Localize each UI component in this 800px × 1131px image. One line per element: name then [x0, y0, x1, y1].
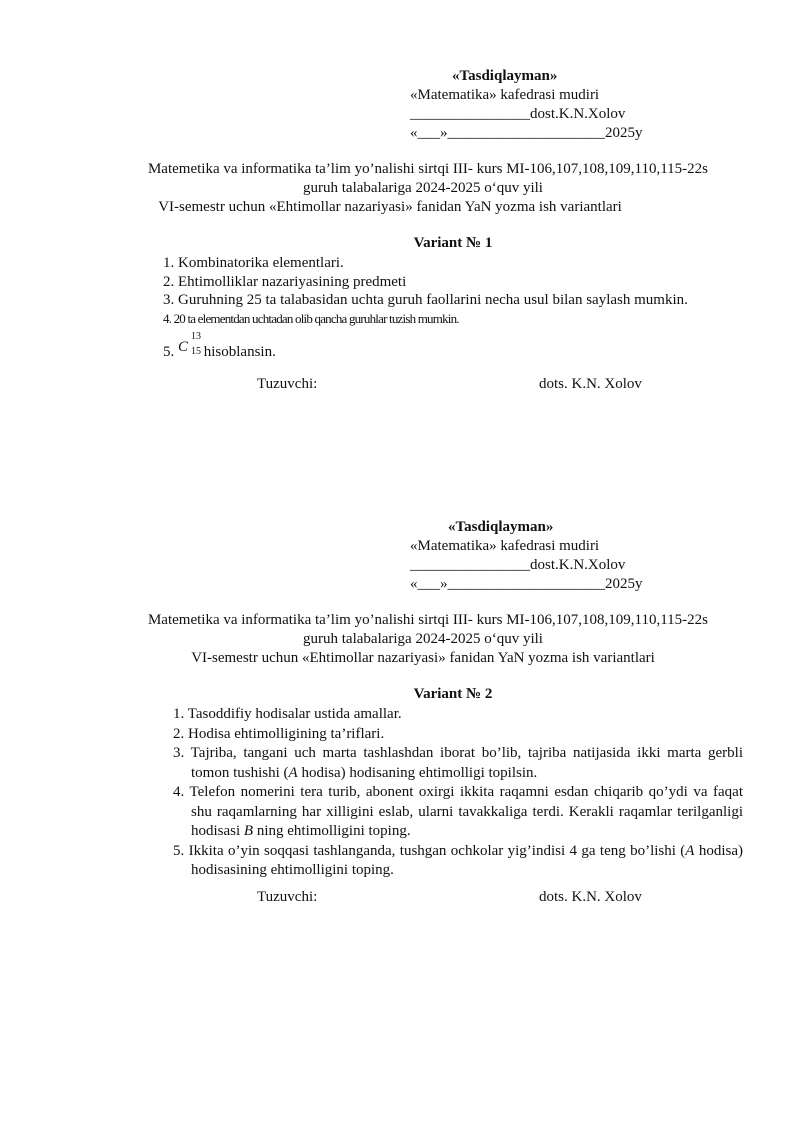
item-number: 5.	[163, 344, 175, 360]
approval-title: «Tasdiqlayman»	[448, 519, 554, 535]
formula-superscript: 13	[191, 331, 201, 342]
approval-title: «Tasdiqlayman»	[452, 68, 558, 84]
item-variable: A	[685, 842, 695, 859]
item-text: 5. Ikkita o’yin soqqasi tashlanganda, tushgan ochkolar yig’indisi 4 ga teng bo’lishi (	[173, 842, 686, 859]
approval-signature: ________________dost.K.N.Xolov	[410, 106, 626, 122]
item-text: hisoblansin.	[203, 344, 276, 360]
list-item	[173, 783, 743, 842]
question-list	[163, 254, 688, 328]
approval-date: «___»_____________________2025y	[410, 576, 643, 592]
item-variable: A	[288, 764, 298, 781]
list-item: 2. Hodisa ehtimolligining ta’riflari.	[173, 725, 385, 742]
list-item-formula	[163, 331, 276, 361]
list-item: 2. Ehtimolliklar nazariyasining predmeti	[163, 273, 407, 290]
item-text: hodisa) hodisasining ehtimolligini toping.	[191, 842, 743, 878]
item-text: 3. Tajriba, tangani uch marta tashlashdan iborat bo’lib, tajriba natijasida ikki marta gerbli tomon tushishi (	[173, 745, 743, 781]
formula-subscript: 15	[191, 346, 201, 357]
author-name: dots. K.N. Xolov	[539, 376, 642, 392]
author-name: dots. K.N. Xolov	[539, 889, 642, 905]
list-item: 1. Kombinatorika elementlari.	[163, 255, 344, 271]
item-text: hodisa) hodisaning ehtimolligi topilsin.	[297, 764, 538, 781]
item-text: ning ehtimolligini toping.	[253, 823, 411, 839]
author-label: Tuzuvchi:	[257, 376, 318, 392]
item-variable: B	[243, 823, 254, 839]
item-text: 4. Telefon nomerini tera turib, abonent oxirgi ikkita raqamni esdan chiqarib qo’ydi va faqat shu raqamlarning har xilligini eslab, ularni tavakkaliga terdi. Kerakli raqamlar terilganligi hodisasi	[173, 784, 743, 839]
header-line-2: guruh talabalariga 2024-2025 o‘quv yili	[303, 180, 543, 196]
author-label: Tuzuvchi:	[257, 889, 318, 905]
header-line-1: Matemetika va informatika ta’lim yo’nalishi sirtqi III- kurs MI-106,107,108,109,110,115-22s	[147, 612, 709, 628]
header-line-2: guruh talabalariga 2024-2025 o‘quv yili	[303, 631, 543, 647]
approval-department: «Matematika» kafedrasi mudiri	[410, 87, 600, 103]
list-item: 1. Tasoddifiy hodisalar ustida amallar.	[173, 706, 402, 722]
approval-department: «Matematika» kafedrasi mudiri	[410, 538, 600, 554]
list-item: 4. 20 ta elementdan uchtadan olib qancha guruhlar tuzish mumkin.	[163, 310, 459, 326]
combination-formula	[178, 331, 201, 359]
list-item	[173, 744, 743, 783]
approval-date: «___»_____________________2025y	[410, 125, 643, 141]
variant-title: Variant № 2	[413, 686, 493, 702]
header-line-1: Matemetika va informatika ta’lim yo’nalishi sirtqi III- kurs MI-106,107,108,109,110,115-22s	[147, 161, 709, 177]
list-item	[173, 842, 743, 881]
header-line-3: VI-semestr uchun «Ehtimollar nazariyasi» fanidan YaN yozma ish variantlari	[158, 199, 622, 215]
header-line-3: VI-semestr uchun «Ehtimollar nazariyasi» fanidan YaN yozma ish variantlari	[191, 650, 655, 666]
formula-c: C	[178, 339, 189, 355]
approval-signature: ________________dost.K.N.Xolov	[410, 557, 626, 573]
question-list	[173, 705, 743, 881]
list-item: 3. Guruhning 25 ta talabasidan uchta guruh faollarini necha usul bilan saylash mumkin.	[163, 292, 688, 308]
variant-title: Variant № 1	[413, 235, 493, 251]
